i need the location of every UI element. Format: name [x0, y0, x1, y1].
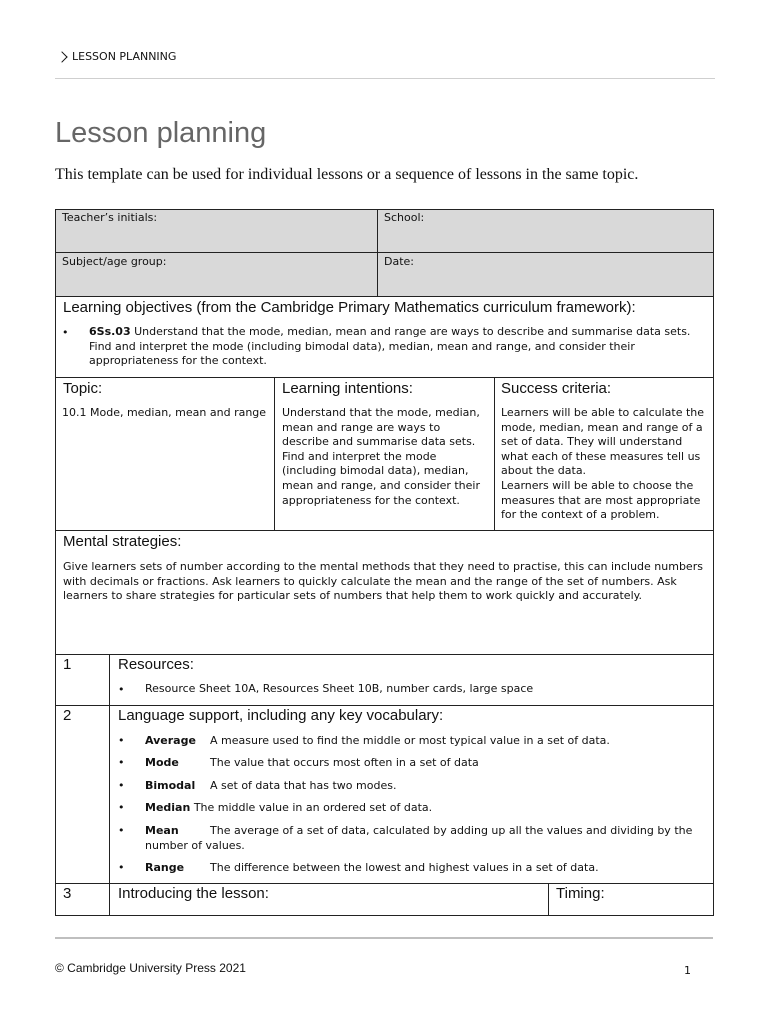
language-number: 2: [63, 707, 72, 724]
bullet-icon: •: [118, 824, 125, 837]
page-number: 1: [684, 964, 691, 977]
vocab-term: Mean: [145, 824, 179, 837]
vocab-term: Bimodal: [145, 779, 196, 792]
header-rule: [55, 78, 715, 79]
introducing-section: [109, 883, 549, 916]
success-criteria-section: [494, 377, 714, 531]
vocab-definition: The average of a set of data, calculated by adding up all the values and dividing by the number of values.: [145, 824, 693, 852]
school-field[interactable]: [377, 209, 714, 253]
vocab-term: Range: [145, 861, 185, 874]
bullet-icon: •: [118, 734, 125, 747]
intro-text: This template can be used for individual lessons or a sequence of lessons in the same topic.: [55, 166, 639, 183]
subject-age-group-field[interactable]: [55, 252, 378, 297]
subject-age-group-label: Subject/age group:: [62, 255, 167, 268]
vocab-item-median: [145, 801, 432, 816]
vocab-term: Average: [145, 734, 196, 747]
learning-intentions-text: Understand that the mode, median, mean and range are ways to describe and summarise data sets. Find and interpret the mode (including bimodal data), median, mean and range, and consider their appropriateness for the context.: [282, 406, 480, 507]
mental-strategies-section: [55, 530, 714, 655]
date-label: Date:: [384, 255, 414, 268]
bullet-icon: •: [118, 779, 125, 792]
learning-objectives-heading: Learning objectives (from the Cambridge Primary Mathematics curriculum framework):: [63, 299, 636, 316]
objective-text: Understand that the mode, median, mean and range are ways to describe and summarise data sets. Find and interpret the mode (including bimodal data), median, mean and range, and consider their appropriateness for the context.: [89, 325, 691, 368]
objective-item: [89, 325, 701, 369]
topic-heading: Topic:: [63, 380, 103, 397]
chevron-right-icon: [56, 51, 67, 62]
bullet-icon: •: [118, 861, 125, 874]
introducing-number: 3: [63, 885, 72, 902]
language-number-cell: [55, 705, 110, 884]
objective-code: 6Ss.03: [89, 325, 131, 338]
resources-number-cell: [55, 654, 110, 706]
school-label: School:: [384, 211, 425, 224]
bullet-icon: •: [118, 801, 125, 814]
date-field[interactable]: [377, 252, 714, 297]
language-support-heading: Language support, including any key vocabulary:: [118, 707, 444, 724]
learning-objectives-section: [55, 296, 714, 378]
learning-intentions-heading: Learning intentions:: [282, 380, 413, 397]
topic-section: [55, 377, 275, 531]
success-criteria-text: [501, 406, 709, 523]
teacher-initials-label: Teacher’s initials:: [62, 211, 158, 224]
bullet-icon: •: [118, 756, 125, 769]
resources-heading: Resources:: [118, 656, 194, 673]
vocab-definition: The difference between the lowest and highest values in a set of data.: [210, 861, 599, 874]
vocab-definition: A set of data that has two modes.: [210, 779, 397, 792]
topic-text: 10.1 Mode, median, mean and range: [62, 406, 267, 419]
header-section-label: LESSON PLANNING: [72, 50, 177, 63]
resources-section: [109, 654, 714, 706]
timing-heading: Timing:: [556, 885, 605, 902]
resources-number: 1: [63, 656, 72, 673]
learning-intentions-section: [274, 377, 495, 531]
footer-rule: [55, 937, 713, 939]
success-criteria-text-2: Learners will be able to choose the measures that are most appropriate for the context of a problem.: [501, 478, 701, 522]
page-title: Lesson planning: [55, 117, 267, 149]
running-header: [60, 50, 176, 63]
success-criteria-heading: Success criteria:: [501, 380, 612, 397]
bullet-icon: •: [118, 683, 125, 696]
vocab-definition: A measure used to find the middle or most typical value in a set of data.: [210, 734, 610, 747]
copyright-text: © Cambridge University Press 2021: [55, 961, 246, 975]
introducing-number-cell: [55, 883, 110, 916]
vocab-definition: The value that occurs most often in a set of data: [210, 756, 479, 769]
timing-section: [548, 883, 714, 916]
mental-strategies-text: Give learners sets of number according to the mental methods that they need to practise, this can include numbers with decimals or fractions. Ask learners to quickly calculate the mean and the range of the set of numbers. Ask learners to share strategies for particular sets of numbers that help them to work quickly and accurately.: [63, 560, 703, 603]
vocab-item-mean: [145, 824, 710, 853]
teacher-initials-field[interactable]: [55, 209, 378, 253]
vocab-term: Mode: [145, 756, 179, 769]
bullet-icon: •: [62, 326, 69, 339]
introducing-heading: Introducing the lesson:: [118, 885, 269, 902]
mental-strategies-heading: Mental strategies:: [63, 533, 182, 550]
resources-item: Resource Sheet 10A, Resources Sheet 10B, number cards, large space: [145, 682, 534, 695]
language-support-section: [109, 705, 714, 884]
vocab-definition: The middle value in an ordered set of data.: [193, 801, 433, 814]
vocab-term: Median: [145, 801, 191, 814]
success-criteria-text-1: Learners will be able to calculate the mode, median, mean and range of a set of data. They will understand what each of these measures tell us about the data.: [501, 406, 705, 478]
